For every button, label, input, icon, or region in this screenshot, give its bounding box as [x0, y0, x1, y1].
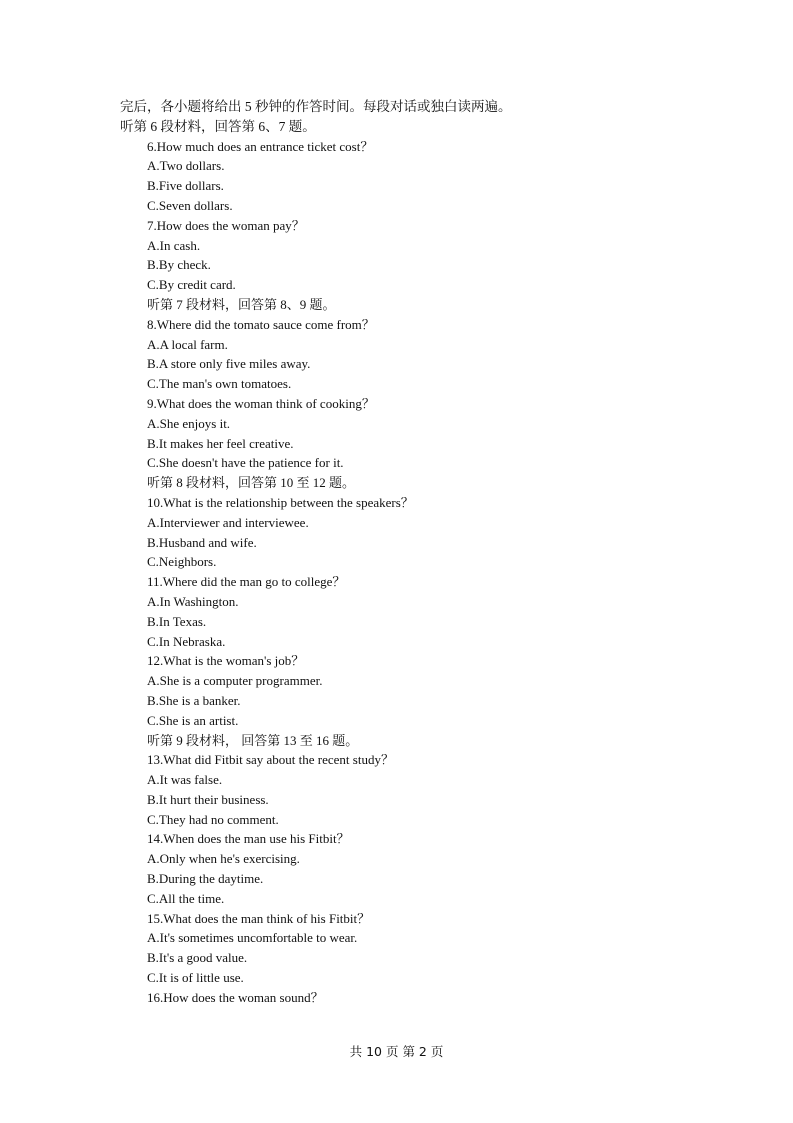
- section-heading: 听第 8 段材料，回答第 10 至 12 题。: [147, 475, 356, 491]
- option-13c: C.They had no comment.: [147, 811, 279, 827]
- option-6b: B.Five dollars.: [147, 178, 224, 194]
- section-heading: 听第 6 段材料，回答第 6、7 题。: [120, 118, 316, 134]
- question-11: 11.Where did the man go to college？: [147, 574, 346, 590]
- question-6: 6.How much does an entrance ticket cost？: [147, 138, 374, 154]
- option-10c: C.Neighbors.: [147, 554, 217, 570]
- option-11a: A.In Washington.: [147, 593, 239, 609]
- option-13a: A.It was false.: [147, 772, 223, 788]
- option-9c: C.She doesn't have the patience for it.: [147, 455, 344, 471]
- option-9a: A.She enjoys it.: [147, 415, 231, 431]
- option-11c: C.In Nebraska.: [147, 633, 226, 649]
- question-7: 7.How does the woman pay？: [147, 217, 305, 233]
- section-heading: 听第 7 段材料，回答第 8、9 题。: [147, 296, 336, 312]
- question-14: 14.When does the man use his Fitbit？: [147, 831, 350, 847]
- option-13b: B.It hurt their business.: [147, 791, 269, 807]
- option-12c: C.She is an artist.: [147, 712, 239, 728]
- question-15: 15.What does the man think of his Fitbit？: [147, 910, 371, 926]
- option-10b: B.Husband and wife.: [147, 534, 257, 550]
- option-6c: C.Seven dollars.: [147, 197, 233, 213]
- option-8b: B.A store only five miles away.: [147, 356, 311, 372]
- option-14a: A.Only when he's exercising.: [147, 851, 300, 867]
- option-7b: B.By check.: [147, 257, 211, 273]
- option-7a: A.In cash.: [147, 237, 201, 253]
- question-10: 10.What is the relationship between the speakers？: [147, 494, 414, 510]
- question-13: 13.What did Fitbit say about the recent study？: [147, 752, 394, 768]
- option-15a: A.It's sometimes uncomfortable to wear.: [147, 930, 358, 946]
- instruction-line: 完后，各小题将给出 5 秒钟的作答时间。每段对话或独白读两遍。: [120, 99, 512, 114]
- option-6a: A.Two dollars.: [147, 158, 225, 174]
- option-12b: B.She is a banker.: [147, 692, 241, 708]
- option-9b: B.It makes her feel creative.: [147, 435, 294, 451]
- option-15b: B.It's a good value.: [147, 950, 248, 966]
- option-8c: C.The man's own tomatoes.: [147, 376, 292, 392]
- page-content: [0, 97, 793, 1008]
- section-heading: 听第 9 段材料， 回答第 13 至 16 题。: [147, 732, 359, 748]
- question-9: 9.What does the woman think of cooking？: [147, 395, 375, 411]
- option-14b: B.During the daytime.: [147, 871, 264, 887]
- option-14c: C.All the time.: [147, 890, 225, 906]
- question-12: 12.What is the woman's job？: [147, 653, 305, 669]
- question-8: 8.Where did the tomato sauce come from？: [147, 316, 375, 332]
- option-11b: B.In Texas.: [147, 613, 207, 629]
- page-footer: 共 10 页 第 2 页: [349, 1044, 444, 1059]
- option-10a: A.Interviewer and interviewee.: [147, 514, 309, 530]
- option-12a: A.She is a computer programmer.: [147, 673, 323, 689]
- question-16: 16.How does the woman sound？: [147, 989, 324, 1005]
- option-15c: C.It is of little use.: [147, 970, 244, 986]
- option-8a: A.A local farm.: [147, 336, 228, 352]
- option-7c: C.By credit card.: [147, 277, 236, 293]
